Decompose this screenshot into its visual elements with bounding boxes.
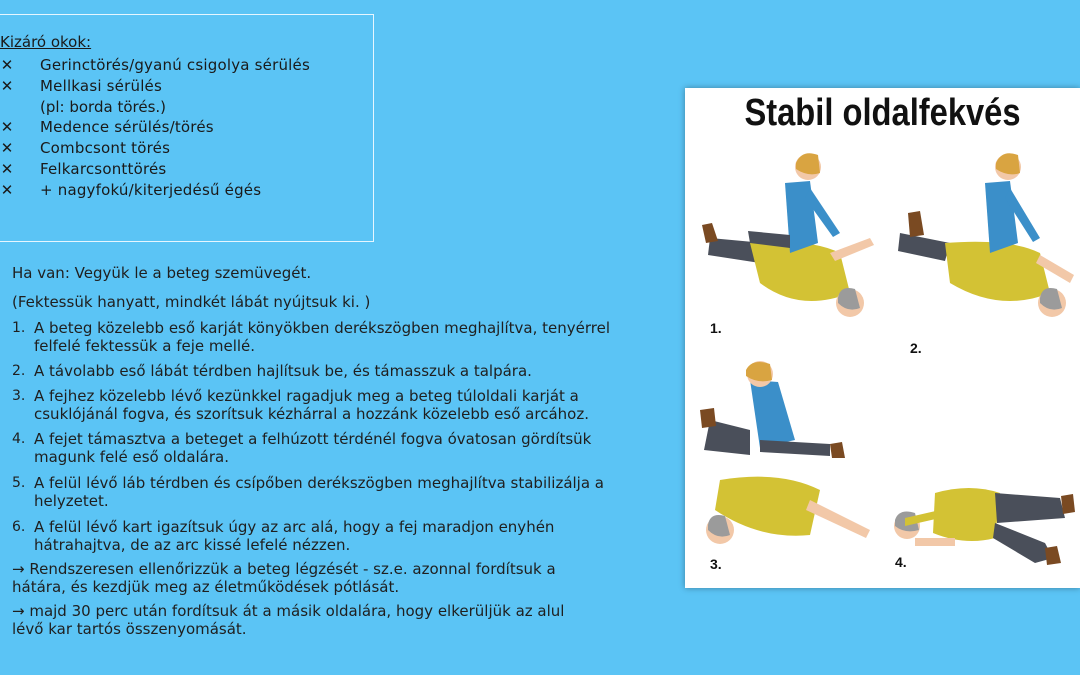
step-label-3: 3.: [710, 556, 722, 572]
intro-line-2: (Fektessük hanyatt, mindkét lábát nyújtsuk ki. ): [12, 293, 371, 311]
contraindication-title: Kizáró okok:: [0, 33, 92, 51]
rescuer-patient-figure: [690, 360, 880, 560]
x-mark-icon: ✕: [0, 160, 14, 178]
step-illustration-2: [890, 143, 1080, 343]
x-mark-icon: ✕: [0, 118, 14, 136]
step-label-1: 1.: [710, 320, 722, 336]
illustration-title: Stabil oldalfekvés: [744, 92, 1021, 134]
x-mark-icon: ✕: [0, 56, 14, 74]
step-illustration-4: [885, 433, 1075, 633]
step-label-4: 4.: [895, 554, 907, 570]
step-illustration-1: [690, 143, 880, 343]
rescuer-patient-figure: [890, 143, 1080, 343]
x-mark-icon: ✕: [0, 139, 14, 157]
x-mark-icon: ✕: [0, 77, 14, 95]
step-illustration-3: [690, 360, 880, 560]
patient-figure: [885, 433, 1075, 633]
intro-line-1: Ha van: Vegyük le a beteg szemüvegét.: [12, 264, 312, 282]
recovery-position-illustration: [685, 88, 1080, 588]
step-label-2: 2.: [910, 340, 922, 356]
x-mark-icon: ✕: [0, 181, 14, 199]
rescuer-patient-figure: [690, 143, 880, 343]
